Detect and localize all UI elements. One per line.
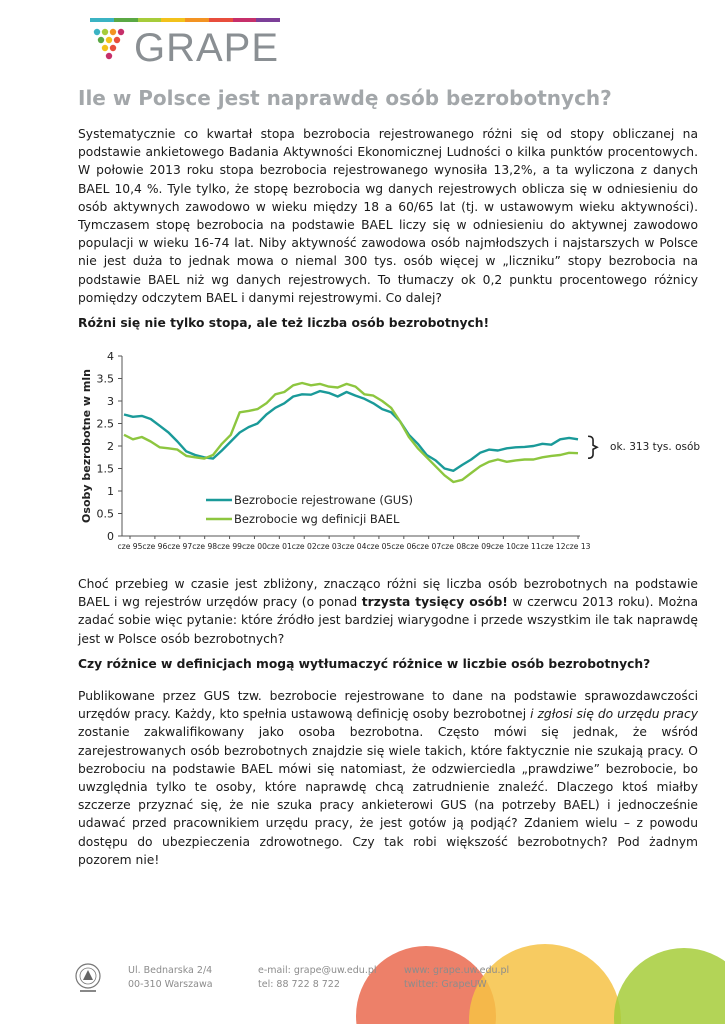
paragraph-2 [78,575,698,648]
difference-annotation: ok. 313 tys. osób [610,441,701,454]
footer-www-link[interactable]: www: grape.uw.edu.pl [404,965,510,976]
chart-canvas [70,340,710,560]
paragraph-3-text-a: Publikowane przez GUS tzw. bezrobocie rejestrowane to dane na podstawie sprawozdawczości urzędów pracy. Każdy, kto spełnia ustawową definicję osoby bezrobotnej [78,689,698,722]
section-heading-2: Czy różnice w definicjach mogą wytłumaczyć różnice w liczbie osób bezrobotnych? [78,657,651,671]
y-tick-label: 4 [107,350,114,363]
y-tick-label: 1.5 [96,462,114,476]
footer-email[interactable]: e-mail: grape@uw.edu.pl [258,965,377,976]
footer-address-line1: Ul. Bednarska 2/4 [128,965,213,976]
paragraph-2-bold: trzysta tysięcy osób! [361,595,508,610]
y-tick-label: 2.5 [96,417,114,431]
x-tick-label: cze 00 [241,542,267,551]
legend-label: Bezrobocie rejestrowane (GUS) [234,493,414,507]
x-tick-label: cze 10 [490,542,516,551]
paragraph-3 [78,687,698,869]
x-tick-label: cze 99 [217,542,243,551]
university-crest-icon [74,962,102,996]
x-tick-label: cze 96 [142,542,168,551]
paragraph-2-text-b: w czerwcu 2013 roku). Można zadać sobie więc pytanie: które źródło jest bardziej wiarygodne i przede wszystkim ile tak naprawdę jest w Polsce osób bezrobotnych? [78,595,699,646]
footer-contact [258,964,377,992]
x-tick-label: cze 05 [366,542,392,551]
x-tick-label: cze 13 [565,542,591,551]
x-tick-label: cze 11 [515,542,541,551]
paragraph-3-text-b: zostanie zakwalifikowany jako osoba bezrobotna. Często mówi się jednak, że wśród zarejestrowanych osób bezrobotnych znajdzie się wiele takich, które faktycznie nie szukają pracy. O bezrobociu na podstawie BAEL mówi się natomiast, że odzwierciedla „prawdziwe” bezrobocie, bo uwzględnia tylko te osoby, które naprawdę chcą zatrudnienie znaleźć. Dlaczego ktoś miałby szczerze przyznać się, że nie szuka pracy ankieterowi GUS (na potrzeby BAEL) i jednocześnie udawać przed pracownikiem urzędu pracy, że jest gotów ją podjąć? Zdaniem wielu – z powodu dostępu do ubezpieczenia zdrowotnego. Czy tak robi większość bezrobotnych? Pod żadnym pozorem nie! [78,725,698,867]
footer-twitter-link[interactable]: twitter: GrapeUW [404,979,487,990]
x-tick-label: cze 97 [167,542,193,551]
paragraph-2-text-a: Choć przebieg w czasie jest zbliżony, znacząco różni się liczba osób bezrobotnych na podstawie BAEL i wg rejestrów urzędów pracy (o ponad [78,577,698,610]
x-tick-label: cze 03 [316,542,342,551]
x-tick-label: cze 08 [441,542,467,551]
x-tick-label: cze 12 [540,542,566,551]
x-tick-label: cze 06 [391,542,417,551]
y-tick-label: 0 [107,530,114,543]
section-heading-1: Różni się nie tylko stopa, ale też liczba osób bezrobotnych! [78,316,490,330]
y-tick-label: 3 [107,395,114,408]
x-tick-label: cze 07 [416,542,442,551]
grape-bunch-icon [93,28,129,64]
page-title: Ile w Polsce jest naprawdę osób bezrobotnych? [78,86,612,110]
logo-wordmark: GRAPE [134,26,280,70]
y-tick-label: 0.5 [96,507,114,521]
difference-bracket [588,436,597,458]
paragraph-3-italic: i zgłosi się do urzędu pracy [530,707,698,722]
y-tick-label: 3.5 [96,372,114,386]
y-tick-label: 1 [107,485,114,498]
y-axis-label: Osoby bezrobotne w mln [80,369,93,523]
unemployment-line-chart [70,340,710,560]
footer-phone: tel: 88 722 8 722 [258,979,340,990]
y-tick-label: 2 [107,440,114,453]
legend-label: Bezrobocie wg definicji BAEL [234,512,400,526]
footer-address-line2: 00-310 Warszawa [128,979,213,990]
x-tick-label: cze 09 [466,542,491,551]
x-tick-label: cze 02 [291,542,317,551]
x-tick-label: cze 95 [117,542,143,551]
intro-paragraph: Systematycznie co kwartał stopa bezrobocia rejestrowanego różni się od stopy obliczanej na podstawie ankietowego Badania Aktywności Ekonomicznej Ludności o kilka punktów procentowych. W połowie 2013 roku stopa bezrobocia rejestrowanego wynosiła 13,2%, a ta wyliczona z danych BAEL 10,4 %. Tyle tylko, że stopę bezrobocia wg danych rejestrowych oblicza się w odniesieniu do osób aktywnych zawodowo w wieku między 18 a 60/65 lat (tj. w ustawowym wieku aktywności). Tymczasem stopę bezrobocia na podstawie BAEL liczy się w odniesieniu do aktywnej zawodowo populacji w wieku 16-74 lat. Niby aktywność zawodowa osób najmłodszych i najstarszych w Polsce nie jest duża to jednak mowa o niemal 300 tys. osób więcej w „liczniku” stopy bezrobocia na podstawie BAEL niż wg danych rejestrowych. To tłumaczy ok 0,2 punktu procentowego różnicy pomiędzy odczytem BAEL i danymi rejestrowymi. Co dalej? [78,127,698,305]
grape-logo [90,18,280,68]
footer-web [404,964,509,992]
x-tick-label: cze 04 [341,542,367,551]
logo-color-bar [90,18,280,22]
x-tick-label: cze 01 [266,542,292,551]
footer-address [128,964,213,992]
x-tick-label: cze 98 [192,542,218,551]
series-line-registered [124,391,578,471]
series-line-bael [124,383,578,482]
